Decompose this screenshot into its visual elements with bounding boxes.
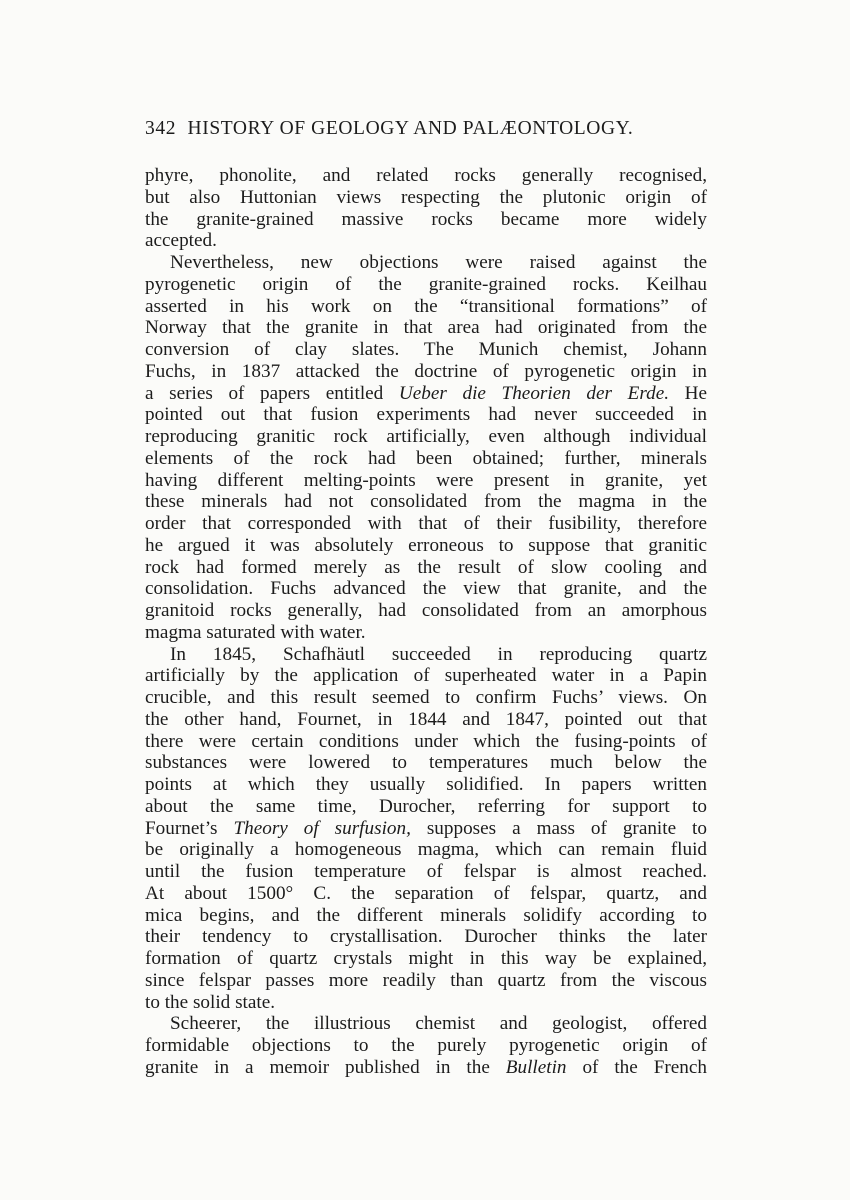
text-line: Norway that the granite in that area had originated from the [145,317,707,339]
text-line: substances were lowered to temperatures much below the [145,752,707,774]
text-line: Fournet’s Theory of surfusion, supposes a mass of granite to [145,817,707,839]
text-line: asserted in his work on the “transitional formations” of [145,295,707,317]
text-line: artificially by the application of superheated water in a Papin [145,665,707,687]
text-line: consolidation. Fuchs advanced the view that granite, and the [145,578,707,600]
text-line: he argued it was absolutely erroneous to suppose that granitic [145,534,707,556]
text-line: crucible, and this result seemed to confirm Fuchs’ views. On [145,687,707,708]
text-line: formation of quartz crystals might in this way be explained, [145,948,707,969]
text-line: At about 1500° C. the separation of felspar, quartz, and [145,882,707,904]
running-head [145,118,707,140]
italic-title: Bulletin [505,1056,567,1078]
book-page [145,118,707,1079]
text-line: magma saturated with water. [145,621,366,643]
text-line: Scheerer, the illustrious chemist and geologist, offered [170,1013,707,1035]
text-line: elements of the rock had been obtained; further, minerals [145,447,707,469]
italic-title: Theory of surfusion, [233,817,411,839]
text-line: points at which they usually solidified. In papers written [145,774,707,795]
text-line: rock had formed merely as the result of slow cooling and [145,556,707,578]
body-text [145,165,707,1079]
text-line: there were certain conditions under which the fusing-points of [145,730,707,752]
text-line: mica begins, and the different minerals solidify according to [145,904,707,926]
text-line: the other hand, Fournet, in 1844 and 1847, pointed out that [145,708,707,730]
text-line: pyrogenetic origin of the granite-grained rocks. Keilhau [145,273,707,295]
text-line: granitoid rocks generally, had consolidated from an amorphous [145,600,707,621]
text-line: these minerals had not consolidated from the magma in the [145,491,707,513]
text-line: until the fusion temperature of felspar is almost reached. [145,861,707,882]
text-line: to the solid state. [145,991,276,1013]
text-line: Nevertheless, new objections were raised against the [170,252,707,273]
text-line: a series of papers entitled Ueber die Theorien der Erde. He [145,382,708,404]
text-line: conversion of clay slates. The Munich chemist, Johann [145,339,707,360]
text-line: phyre, phonolite, and related rocks generally recognised, [145,165,707,186]
text-line: formidable objections to the purely pyrogenetic origin of [145,1035,707,1056]
italic-title: Ueber die Theorien der Erde. [398,382,670,404]
text-line: pointed out that fusion experiments had never succeeded in [145,404,707,426]
text-line: reproducing granitic rock artificially, even although individual [145,426,707,447]
text-line: accepted. [145,230,217,252]
running-title: HISTORY OF GEOLOGY AND PALÆONTOLOGY. [187,118,634,139]
page-number: 342 [145,118,177,139]
text-line: In 1845, Schafhäutl succeeded in reproducing quartz [170,643,707,665]
text-line: the granite-grained massive rocks became more widely [145,208,707,230]
text-line: since felspar passes more readily than quartz from the viscous [145,969,707,991]
text-line: granite in a memoir published in the Bulletin of the French [145,1056,707,1078]
text-line: about the same time, Durocher, referring for support to [145,795,707,817]
text-line: having different melting-points were present in granite, yet [145,469,707,491]
text-line: but also Huttonian views respecting the plutonic origin of [145,186,707,208]
text-line: be originally a homogeneous magma, which can remain fluid [145,839,707,861]
text-line: order that corresponded with that of their fusibility, therefore [145,513,707,534]
text-line: Fuchs, in 1837 attacked the doctrine of pyrogenetic origin in [145,360,707,382]
text-line: their tendency to crystallisation. Durocher thinks the later [145,926,707,948]
